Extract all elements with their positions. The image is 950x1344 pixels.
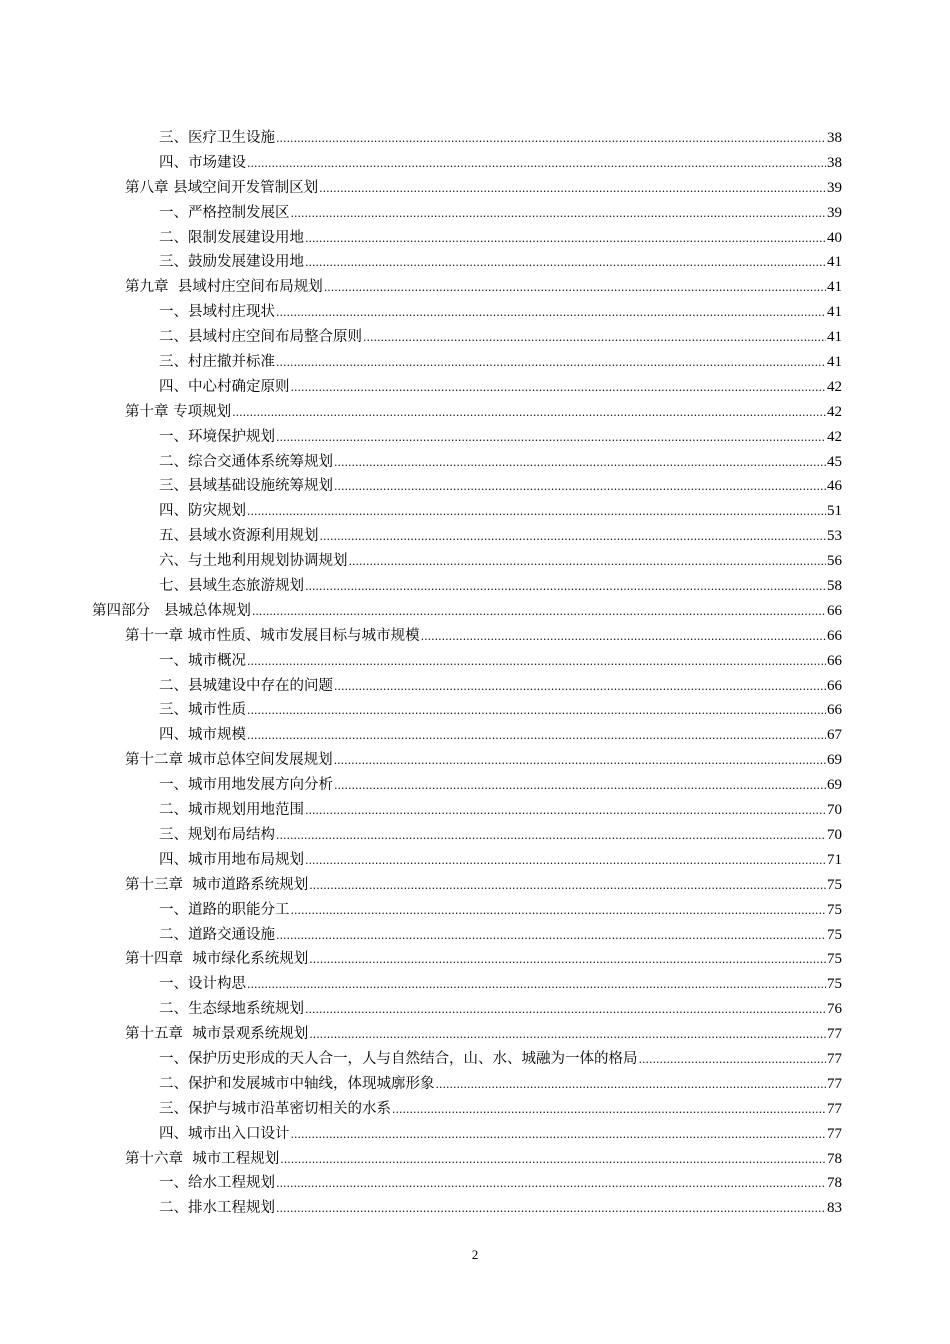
toc-entry-section[interactable] — [0, 226, 950, 251]
toc-entry-page: 76 — [827, 1001, 842, 1018]
toc-entry-page: 77 — [827, 1026, 842, 1043]
toc-entry-page: 75 — [827, 951, 842, 968]
toc-entry-line — [159, 997, 842, 1023]
toc-dot-leader — [334, 475, 826, 500]
toc-entry-chapter[interactable] — [0, 748, 950, 773]
toc-entry-section[interactable] — [0, 126, 950, 151]
toc-entry-section[interactable] — [0, 674, 950, 699]
toc-entry-line — [92, 599, 842, 625]
toc-entry-section[interactable] — [0, 250, 950, 275]
toc-entry-line — [125, 624, 842, 650]
toc-entry-title: 六、与土地利用规划协调规划 — [159, 553, 348, 570]
toc-entry-title: 二、县城建设中存在的问题 — [159, 677, 333, 694]
toc-dot-leader — [232, 401, 826, 426]
toc-entry-section[interactable] — [0, 201, 950, 226]
toc-entry-section[interactable] — [0, 425, 950, 450]
toc-entry-page: 41 — [827, 304, 842, 321]
toc-dot-leader — [276, 351, 826, 376]
toc-entry-line — [159, 1072, 842, 1098]
toc-entry-title: 三、保护与城市沿革密切相关的水系 — [159, 1100, 391, 1117]
toc-entry-line — [159, 773, 842, 799]
toc-entry-title: 一、保护历史形成的天人合一，人与自然结合，山、水、城融为一体的格局 — [159, 1050, 638, 1067]
toc-entry-line — [159, 201, 842, 227]
toc-entry-page: 69 — [827, 752, 842, 769]
toc-entry-page: 53 — [827, 528, 842, 545]
toc-entry-page: 75 — [827, 901, 842, 918]
toc-entry-part[interactable] — [0, 599, 950, 624]
toc-entry-section[interactable] — [0, 972, 950, 997]
toc-entry-line — [159, 300, 842, 326]
toc-entry-title: 第四部分 县城总体规划 — [92, 602, 251, 619]
toc-entry-title: 第十章 专项规划 — [125, 403, 232, 420]
toc-entry-line — [125, 1147, 842, 1173]
toc-entry-title: 二、道路交通设施 — [159, 926, 275, 943]
toc-entry-page: 39 — [827, 179, 842, 196]
toc-entry-title: 第九章 县域村庄空间布局规划 — [125, 279, 323, 296]
toc-entry-title: 四、中心村确定原则 — [159, 378, 290, 395]
toc-entry-section[interactable] — [0, 474, 950, 499]
toc-entry-page: 66 — [827, 627, 842, 644]
toc-entry-page: 66 — [827, 702, 842, 719]
toc-entry-line — [159, 375, 842, 401]
toc-dot-leader — [291, 376, 827, 401]
toc-entry-title: 四、城市规模 — [159, 727, 246, 744]
toc-dot-leader — [436, 1073, 827, 1098]
toc-entry-title: 四、城市出入口设计 — [159, 1125, 290, 1142]
toc-entry-title: 二、综合交通体系统筹规划 — [159, 453, 333, 470]
toc-entry-line — [159, 723, 842, 749]
toc-dot-leader — [334, 675, 826, 700]
toc-entry-section[interactable] — [0, 923, 950, 948]
toc-dot-leader — [363, 326, 826, 351]
page-number: 2 — [471, 1247, 479, 1262]
toc-entry-page: 78 — [827, 1175, 842, 1192]
toc-entry-page: 42 — [827, 428, 842, 445]
toc-entry-title: 七、县域生态旅游规划 — [159, 578, 304, 595]
toc-entry-title: 二、城市规划用地范围 — [159, 802, 304, 819]
toc-entry-page: 77 — [827, 1050, 842, 1067]
toc-entry-line — [125, 1022, 842, 1048]
toc-entry-page: 45 — [827, 453, 842, 470]
toc-entry-line — [159, 126, 842, 152]
toc-entry-page: 42 — [827, 378, 842, 395]
toc-dot-leader — [334, 749, 826, 774]
toc-entry-section[interactable] — [0, 375, 950, 400]
toc-entry-title: 第十四章 城市绿化系统规划 — [125, 951, 309, 968]
toc-dot-leader — [305, 227, 826, 252]
toc-entry-title: 四、市场建设 — [159, 154, 246, 171]
toc-dot-leader — [305, 849, 826, 874]
toc-entry-section[interactable] — [0, 773, 950, 798]
toc-entry-page: 46 — [827, 478, 842, 495]
toc-entry-section[interactable] — [0, 823, 950, 848]
toc-entry-section[interactable] — [0, 798, 950, 823]
toc-entry-title: 一、环境保护规划 — [159, 428, 275, 445]
toc-entry-line — [125, 400, 842, 426]
toc-entry-title: 三、规划布局结构 — [159, 826, 275, 843]
toc-entry-line — [159, 499, 842, 525]
toc-dot-leader — [247, 724, 826, 749]
toc-entry-page: 38 — [827, 154, 842, 171]
toc-entry-chapter[interactable] — [0, 1147, 950, 1172]
toc-entry-title: 第十三章 城市道路系统规划 — [125, 876, 309, 893]
toc-entry-line — [159, 350, 842, 376]
toc-entry-line — [159, 1122, 842, 1148]
toc-entry-line — [159, 972, 842, 998]
toc-entry-line — [159, 649, 842, 675]
toc-entry-page: 38 — [827, 130, 842, 146]
toc-entry-title: 五、县域水资源利用规划 — [159, 528, 319, 545]
toc-dot-leader — [319, 177, 826, 202]
toc-entry-page: 41 — [827, 279, 842, 296]
toc-entry-page: 77 — [827, 1075, 842, 1092]
toc-dot-leader — [421, 625, 826, 650]
toc-dot-leader — [305, 799, 826, 824]
toc-dot-leader — [276, 1172, 826, 1197]
toc-dot-leader — [247, 699, 826, 724]
toc-dot-leader — [247, 650, 826, 675]
toc-dot-leader — [320, 525, 827, 550]
toc-entry-line — [159, 1196, 842, 1222]
toc-entry-section[interactable] — [0, 723, 950, 748]
toc-entry-page: 77 — [827, 1100, 842, 1117]
toc-entry-section[interactable] — [0, 325, 950, 350]
toc-entry-title: 第十五章 城市景观系统规划 — [125, 1026, 309, 1043]
toc-entry-title: 一、城市概况 — [159, 652, 246, 669]
toc-entry-page: 56 — [827, 553, 842, 570]
toc-entry-section[interactable] — [0, 549, 950, 574]
toc-entry-line — [125, 947, 842, 973]
toc-dot-leader — [252, 600, 826, 625]
toc-entry-page: 75 — [827, 926, 842, 943]
toc-entry-section[interactable] — [0, 1047, 950, 1072]
toc-entry-line — [159, 151, 842, 177]
toc-entry-section[interactable] — [0, 450, 950, 475]
toc-entry-line — [159, 425, 842, 451]
toc-dot-leader — [276, 426, 826, 451]
toc-entry-line — [159, 549, 842, 575]
toc-entry-line — [125, 748, 842, 774]
toc-entry-page: 75 — [827, 876, 842, 893]
toc-entry-line — [159, 574, 842, 600]
toc-entry-chapter[interactable] — [0, 1022, 950, 1047]
toc-entry-line — [159, 823, 842, 849]
toc-entry-title: 二、排水工程规划 — [159, 1200, 275, 1217]
toc-entry-section[interactable] — [0, 300, 950, 325]
toc-entry-section[interactable] — [0, 898, 950, 923]
toc-entry-title: 一、给水工程规划 — [159, 1175, 275, 1192]
toc-dot-leader — [309, 1023, 826, 1048]
toc-entry-section[interactable] — [0, 1072, 950, 1097]
toc-entry-page: 67 — [827, 727, 842, 744]
toc-entry-chapter[interactable] — [0, 176, 950, 201]
toc-dot-leader — [276, 924, 826, 949]
toc-entry-section[interactable] — [0, 524, 950, 549]
toc-entry-line — [159, 524, 842, 550]
toc-entry-title: 第十一章 城市性质、城市发展目标与城市规模 — [125, 627, 420, 644]
toc-entry-page: 78 — [827, 1150, 842, 1167]
toc-entry-line — [159, 250, 842, 276]
toc-entry-section[interactable] — [0, 1171, 950, 1196]
toc-dot-leader — [392, 1098, 826, 1123]
toc-entry-section[interactable] — [0, 698, 950, 723]
toc-entry-title: 二、生态绿地系统规划 — [159, 1001, 304, 1018]
toc-entry-chapter[interactable] — [0, 275, 950, 300]
toc-dot-leader — [276, 301, 826, 326]
toc-entry-page: 51 — [827, 503, 842, 520]
toc-entry-page: 75 — [827, 976, 842, 993]
toc-entry-title: 四、城市用地布局规划 — [159, 851, 304, 868]
toc-entry-page: 70 — [827, 826, 842, 843]
toc-dot-leader — [334, 774, 826, 799]
toc-dot-leader — [309, 874, 826, 899]
toc-entry-title: 一、严格控制发展区 — [159, 204, 290, 221]
toc-entry-line — [159, 474, 842, 500]
toc-dot-leader — [280, 1148, 826, 1173]
toc-entry-line — [159, 674, 842, 700]
toc-entry-line — [125, 873, 842, 899]
toc-entry-chapter[interactable] — [0, 400, 950, 425]
toc-entry-section[interactable] — [0, 1196, 950, 1221]
toc-entry-chapter[interactable] — [0, 873, 950, 898]
toc-dot-leader — [334, 451, 826, 476]
toc-dot-leader — [276, 824, 826, 849]
toc-entry-section[interactable] — [0, 1097, 950, 1122]
toc-entry-page: 77 — [827, 1125, 842, 1142]
toc-entry-title: 三、鼓励发展建设用地 — [159, 254, 304, 271]
toc-entry-title: 一、县域村庄现状 — [159, 304, 275, 321]
toc-dot-leader — [639, 1048, 827, 1073]
toc-entry-line — [125, 275, 842, 301]
toc-entry-line — [159, 848, 842, 874]
toc-entry-line — [159, 226, 842, 252]
toc-entry-section[interactable] — [0, 574, 950, 599]
toc-dot-leader — [247, 152, 826, 177]
toc-entry-title: 二、保护和发展城市中轴线，体现城廓形象 — [159, 1075, 435, 1092]
toc-entry-page: 83 — [827, 1200, 842, 1217]
toc-entry-line — [125, 176, 842, 202]
toc-entry-chapter[interactable] — [0, 947, 950, 972]
toc-dot-leader — [305, 251, 826, 276]
toc-entry-section[interactable] — [0, 151, 950, 176]
toc-entry-line — [159, 898, 842, 924]
toc-entry-title: 一、设计构思 — [159, 976, 246, 993]
toc-entry-line — [159, 698, 842, 724]
toc-entry-title: 三、医疗卫生设施 — [159, 130, 275, 146]
toc-dot-leader — [247, 973, 826, 998]
toc-entry-chapter[interactable] — [0, 624, 950, 649]
toc-dot-leader — [349, 550, 827, 575]
toc-entry-line — [159, 1047, 842, 1073]
toc-entry-title: 一、道路的职能分工 — [159, 901, 290, 918]
toc-dot-leader — [291, 899, 827, 924]
toc-dot-leader — [276, 1197, 826, 1222]
toc-entry-page: 41 — [827, 329, 842, 346]
toc-entry-line — [159, 450, 842, 476]
toc-entry-page: 69 — [827, 777, 842, 794]
toc-entry-section[interactable] — [0, 1122, 950, 1147]
toc-entry-title: 四、防灾规划 — [159, 503, 246, 520]
toc-dot-leader — [247, 500, 826, 525]
toc-entry-page: 40 — [827, 229, 842, 246]
toc-entry-line — [159, 325, 842, 351]
toc-dot-leader — [305, 998, 826, 1023]
toc-entry-title: 三、村庄撤并标准 — [159, 354, 275, 371]
toc-entry-page: 66 — [827, 602, 842, 619]
toc-entry-title: 三、城市性质 — [159, 702, 246, 719]
table-of-contents — [0, 126, 950, 1221]
toc-entry-line — [159, 798, 842, 824]
toc-entry-page: 66 — [827, 677, 842, 694]
toc-dot-leader — [291, 1123, 827, 1148]
toc-entry-title: 第十六章 城市工程规划 — [125, 1150, 280, 1167]
toc-entry-page: 66 — [827, 652, 842, 669]
toc-entry-section[interactable] — [0, 997, 950, 1022]
toc-entry-page: 41 — [827, 354, 842, 371]
toc-entry-title: 二、限制发展建设用地 — [159, 229, 304, 246]
toc-entry-section[interactable] — [0, 649, 950, 674]
toc-dot-leader — [291, 202, 827, 227]
toc-entry-section[interactable] — [0, 499, 950, 524]
toc-entry-title: 二、县域村庄空间布局整合原则 — [159, 329, 362, 346]
toc-entry-line — [159, 923, 842, 949]
toc-entry-title: 第十二章 城市总体空间发展规划 — [125, 752, 333, 769]
toc-entry-title: 一、城市用地发展方向分析 — [159, 777, 333, 794]
toc-entry-page: 71 — [827, 851, 842, 868]
toc-entry-page: 58 — [827, 578, 842, 595]
toc-entry-page: 39 — [827, 204, 842, 221]
toc-dot-leader — [276, 127, 826, 152]
toc-entry-title: 三、县域基础设施统筹规划 — [159, 478, 333, 495]
toc-entry-page: 42 — [827, 403, 842, 420]
toc-entry-section[interactable] — [0, 350, 950, 375]
toc-entry-page: 70 — [827, 802, 842, 819]
toc-dot-leader — [309, 948, 826, 973]
toc-entry-page: 41 — [827, 254, 842, 271]
toc-entry-line — [159, 1097, 842, 1123]
toc-entry-line — [159, 1171, 842, 1197]
toc-entry-section[interactable] — [0, 848, 950, 873]
toc-dot-leader — [305, 575, 826, 600]
toc-entry-title: 第八章 县域空间开发管制区划 — [125, 179, 319, 196]
toc-dot-leader — [324, 276, 826, 301]
